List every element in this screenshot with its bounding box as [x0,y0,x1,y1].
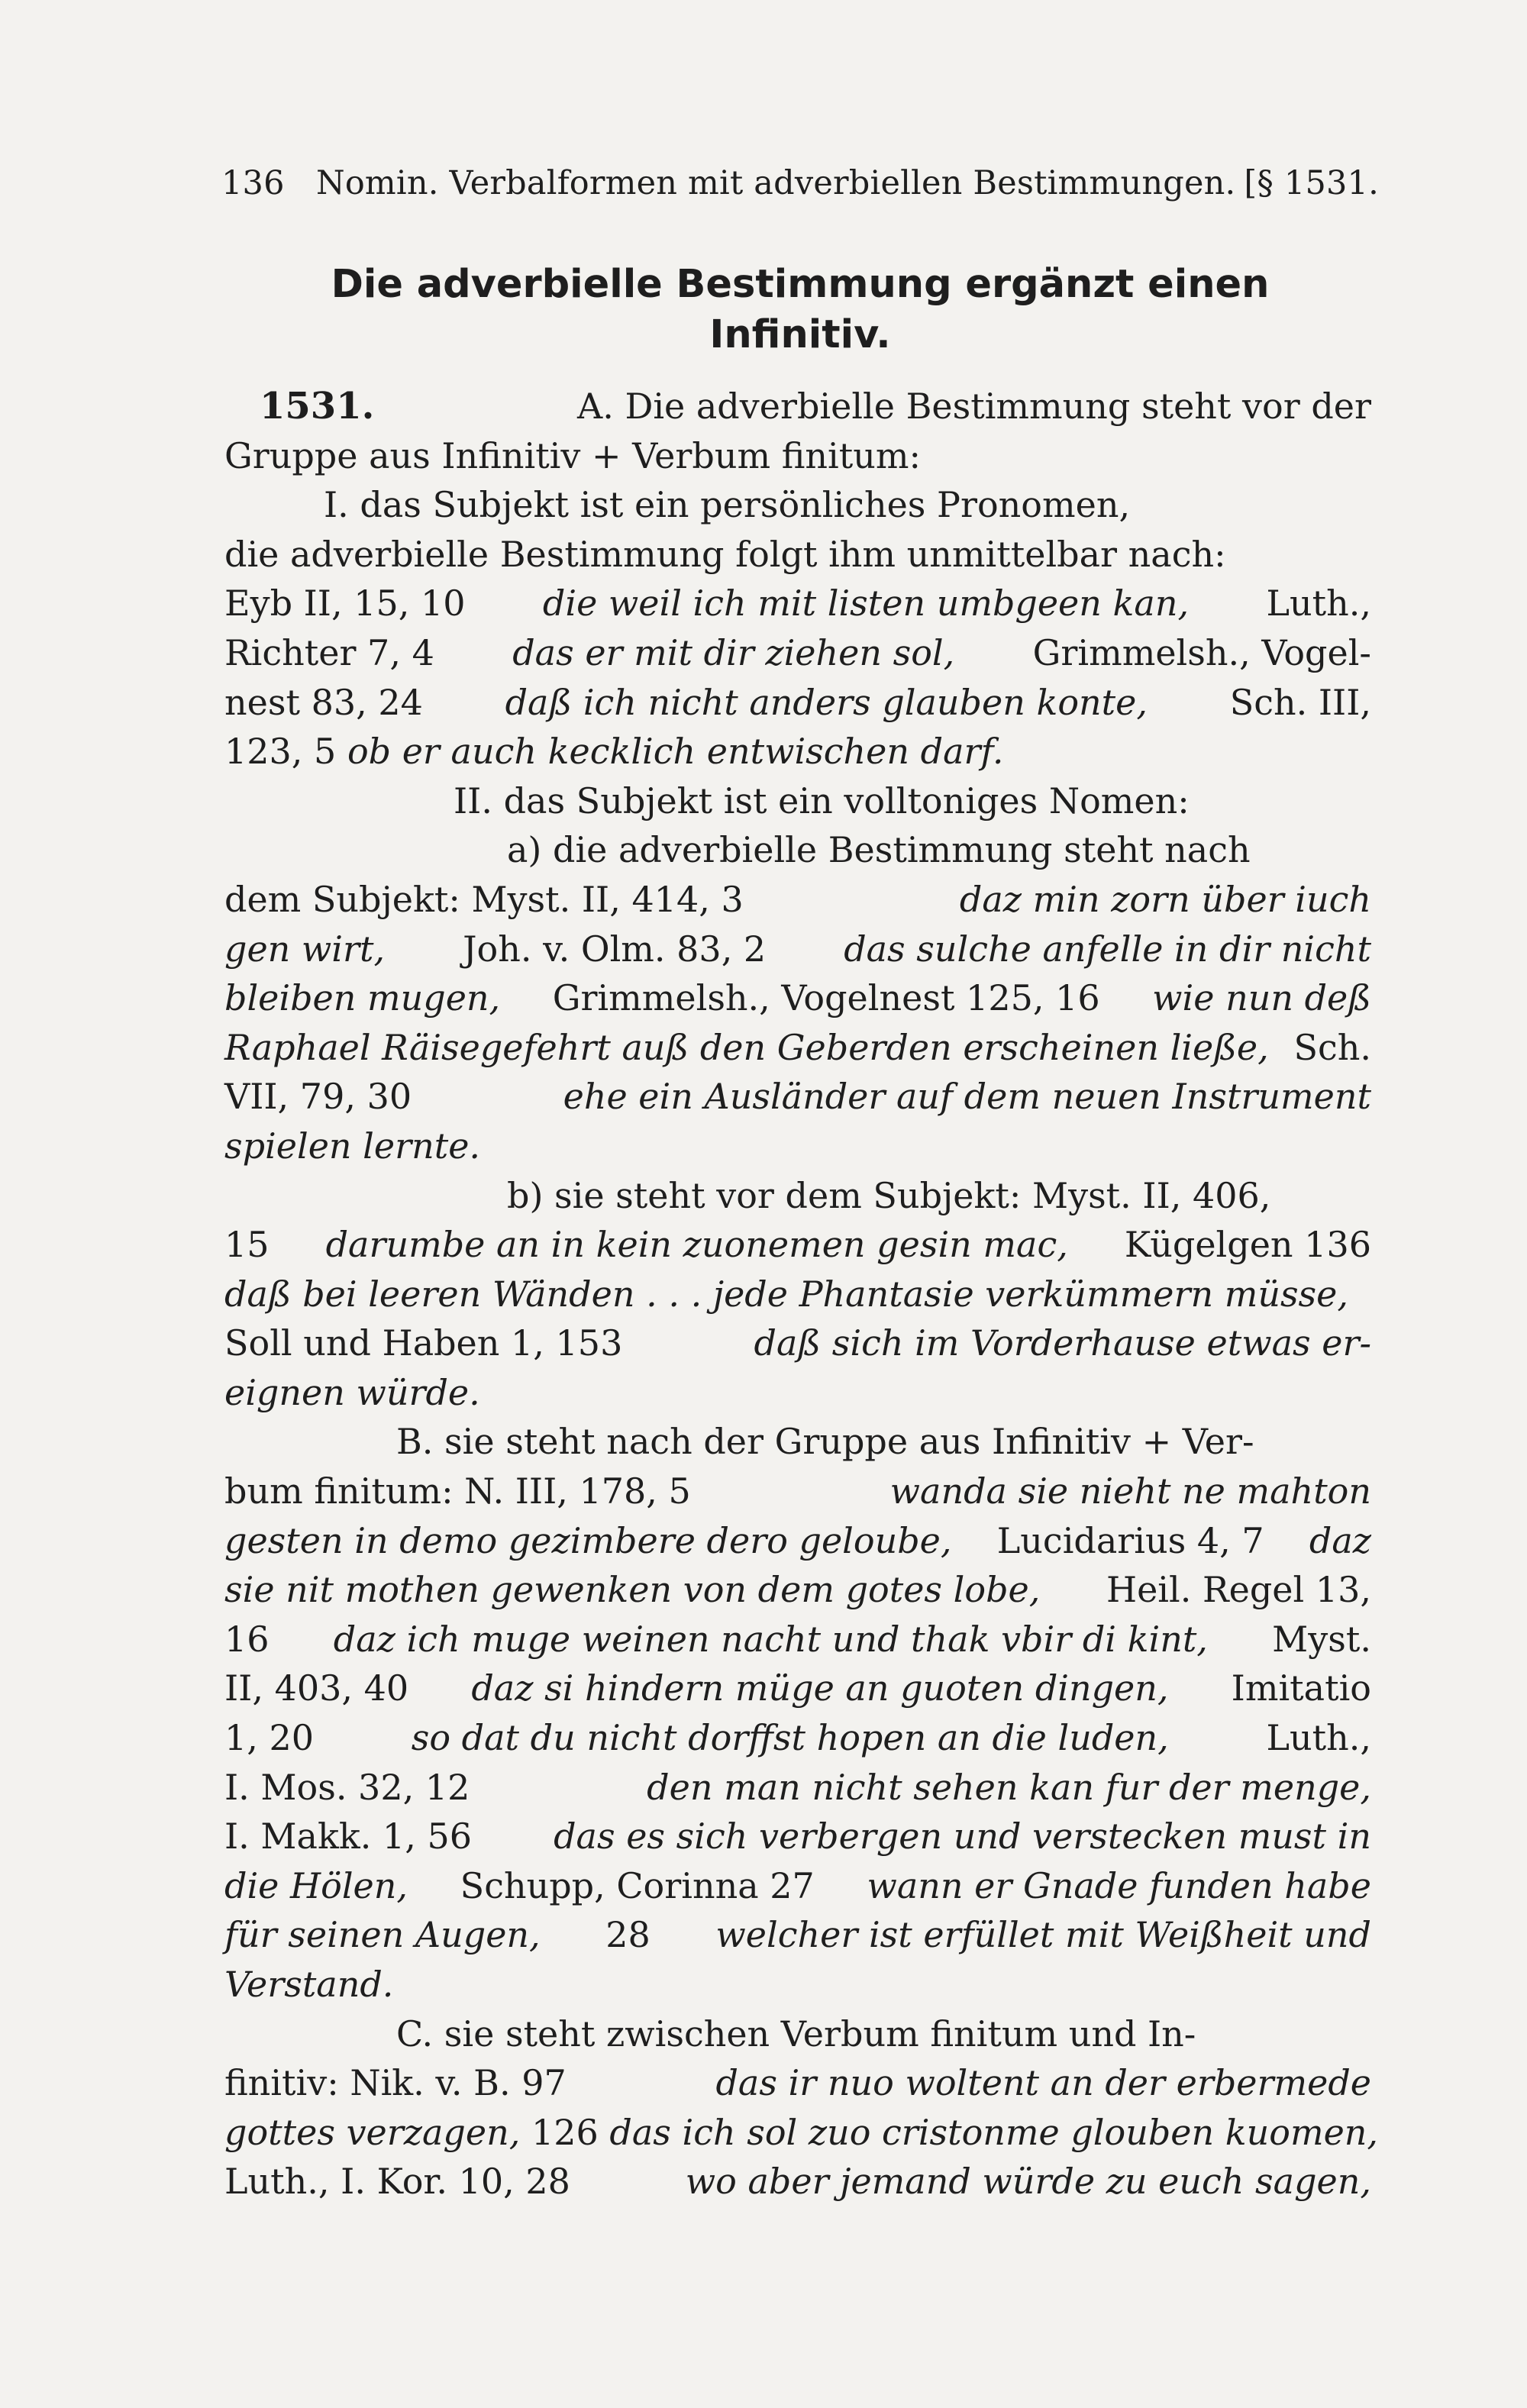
text-line: II. das Subjekt ist ein volltoniges Nomen: [454,780,1190,821]
section-reference: [§ 1531. [1244,164,1379,202]
quotation: spielen lernte. [224,1125,481,1167]
quotation: wie nun deß [1152,977,1371,1019]
quotation: daß bei leeren Wänden . . . jede Phantasie verkümmern müsse, [224,1273,1348,1315]
quotation: so dat du nicht dorffst hopen an die luden, [411,1717,1169,1759]
text-line: 123, 5 ob er auch kecklich entwischen darf. [224,727,1371,776]
text-line: bum finitum: N. III, 178, 5 wanda sie nieht ne mahton [224,1467,1371,1516]
text-line: sie nit mothen gewenken von dem gotes lobe, Heil. Regel 13, [224,1565,1371,1615]
quotation: eignen würde. [224,1371,480,1413]
text-line: gottes verzagen, 126 das ich sol zuo cristonme glouben kuomen, [224,2108,1371,2158]
quotation: daz ich muge weinen nacht und thak vbir di kint, [333,1618,1208,1660]
text-line: b) sie steht vor dem Subjekt: Myst. II, 406, [507,1174,1271,1216]
quotation: daz [1309,1519,1371,1561]
quotation: daz min zorn über iuch [959,878,1371,920]
quotation: welcher ist erfüllet mit Weißheit und [715,1914,1371,1956]
quotation: das ir nuo woltent an der erbermede [715,2062,1371,2104]
quotation: darumbe an in kein zuonemen gesin mac, [325,1224,1068,1266]
quotation: das sulche anfelle in dir nicht [844,928,1371,970]
text-line: C. sie steht zwischen Verbum finitum und In- [396,2013,1196,2055]
page-number: 136 [221,164,285,202]
text-line: die adverbielle Bestimmung folgt ihm unmittelbar nach: [224,533,1226,575]
text-line: finitiv: Nik. v. B. 97 das ir nuo woltent an der erbermede [224,2058,1371,2108]
quotation: gottes verzagen, [224,2111,521,2153]
text-line: Eyb II, 15, 10 die weil ich mit listen umbgeen kan, Luth., [224,579,1371,628]
text-line: I. Makk. 1, 56 das es sich verbergen und verstecken must in [224,1812,1371,1861]
section-number: 1531. [260,385,375,428]
text-line: 1, 20 so dat du nicht dorffst hopen an die luden, Luth., [224,1713,1371,1763]
running-title: Nomin. Verbalformen mit adverbiellen Bestimmungen. [316,164,1236,202]
quotation: das es sich verbergen und verstecken must in [554,1816,1371,1858]
text-line: I. das Subjekt ist ein persönliches Pronomen, [324,484,1131,526]
text-line: Gruppe aus Infinitiv + Verbum finitum: [224,434,921,476]
quotation: den man nicht sehen kan fur der menge, [647,1766,1371,1808]
quotation: ob er auch kecklich entwischen darf. [347,731,1004,773]
text-line: 16 daz ich muge weinen nacht und thak vbir di kint, Myst. [224,1615,1371,1664]
text-line [224,1960,1371,2009]
text-line: Soll und Haben 1, 153 daß sich im Vorderhause etwas er- [224,1319,1371,1368]
text-line: nest 83, 24 daß ich nicht anders glauben konte, Sch. III, [224,678,1371,728]
text-line: Raphael Räisegefehrt auß den Geberden erscheinen ließe, Sch. [224,1023,1371,1073]
text-line: Richter 7, 4 das er mit dir ziehen sol, Grimmelsh., Vogel- [224,628,1371,678]
quotation: wo aber jemand würde zu euch sagen, [685,2161,1371,2203]
text-line: gesten in demo gezimbere dero geloube, Lucidarius 4, 7 daz [224,1516,1371,1566]
quotation: für seinen Augen, [224,1914,541,1956]
quotation: Raphael Räisegefehrt auß den Geberden erscheinen ließe, [224,1026,1269,1068]
text-line: II, 403, 40 daz si hindern müge an guoten dingen, Imitatio [224,1664,1371,1713]
text-line: bleiben mugen, Grimmelsh., Vogelnest 125, 16 wie nun deß [224,973,1371,1023]
text-line: I. Mos. 32, 12 den man nicht sehen kan fur der menge, [224,1763,1371,1812]
quotation: wann er Gnade funden habe [867,1864,1371,1906]
text-line: 1531. A. Die adverbielle Bestimmung steht vor der [224,382,1371,431]
quotation: wanda sie nieht ne mahton [889,1470,1371,1512]
text-line: B. sie steht nach der Gruppe aus Infinitiv + Ver- [396,1421,1254,1463]
text-line [224,1270,1371,1319]
quotation: sie nit mothen gewenken von dem gotes lobe, [224,1569,1041,1611]
heading-line: Infinitiv. [709,312,891,357]
quotation: bleiben mugen, [224,977,501,1019]
text-line [224,1368,1371,1418]
text-line: Luth., I. Kor. 10, 28 wo aber jemand würde zu euch sagen, [224,2157,1371,2206]
text-line: a) die adverbielle Bestimmung steht nach [507,829,1251,871]
quotation: daß ich nicht anders glauben konte, [505,681,1148,723]
quotation: das er mit dir ziehen sol, [512,631,955,673]
quotation: gen wirt, [224,928,386,970]
quotation: die weil ich mit listen umbgeen kan, [542,583,1190,625]
text-line [224,1122,1371,1171]
text-line: die Hölen, Schupp, Corinna 27 wann er Gnade funden habe [224,1861,1371,1911]
quotation: ehe ein Ausländer auf dem neuen Instrument [563,1076,1371,1118]
text-line: für seinen Augen, 28 welcher ist erfüllet mit Weißheit und [224,1910,1371,1960]
text-line: gen wirt, Joh. v. Olm. 83, 2 das sulche anfelle in dir nicht [224,925,1371,974]
text-line: dem Subjekt: Myst. II, 414, 3 daz min zorn über iuch [224,875,1371,925]
quotation: die Hölen, [224,1864,408,1906]
text-line: 15 darumbe an in kein zuonemen gesin mac, Kügelgen 136 [224,1220,1371,1270]
text-line: VII, 79, 30 ehe ein Ausländer auf dem neuen Instrument [224,1072,1371,1122]
heading-line: Die adverbielle Bestimmung ergänzt einen [331,262,1270,307]
section-heading [221,260,1379,360]
quotation: gesten in demo gezimbere dero geloube, [224,1519,952,1561]
quotation: Verstand. [224,1964,394,2005]
body-text [224,382,1379,2206]
quotation: daß sich im Vorderhause etwas er- [754,1322,1371,1364]
quotation: daz si hindern müge an guoten dingen, [471,1667,1169,1709]
quotation: das ich sol zuo cristonme glouben kuomen, [609,2111,1379,2153]
